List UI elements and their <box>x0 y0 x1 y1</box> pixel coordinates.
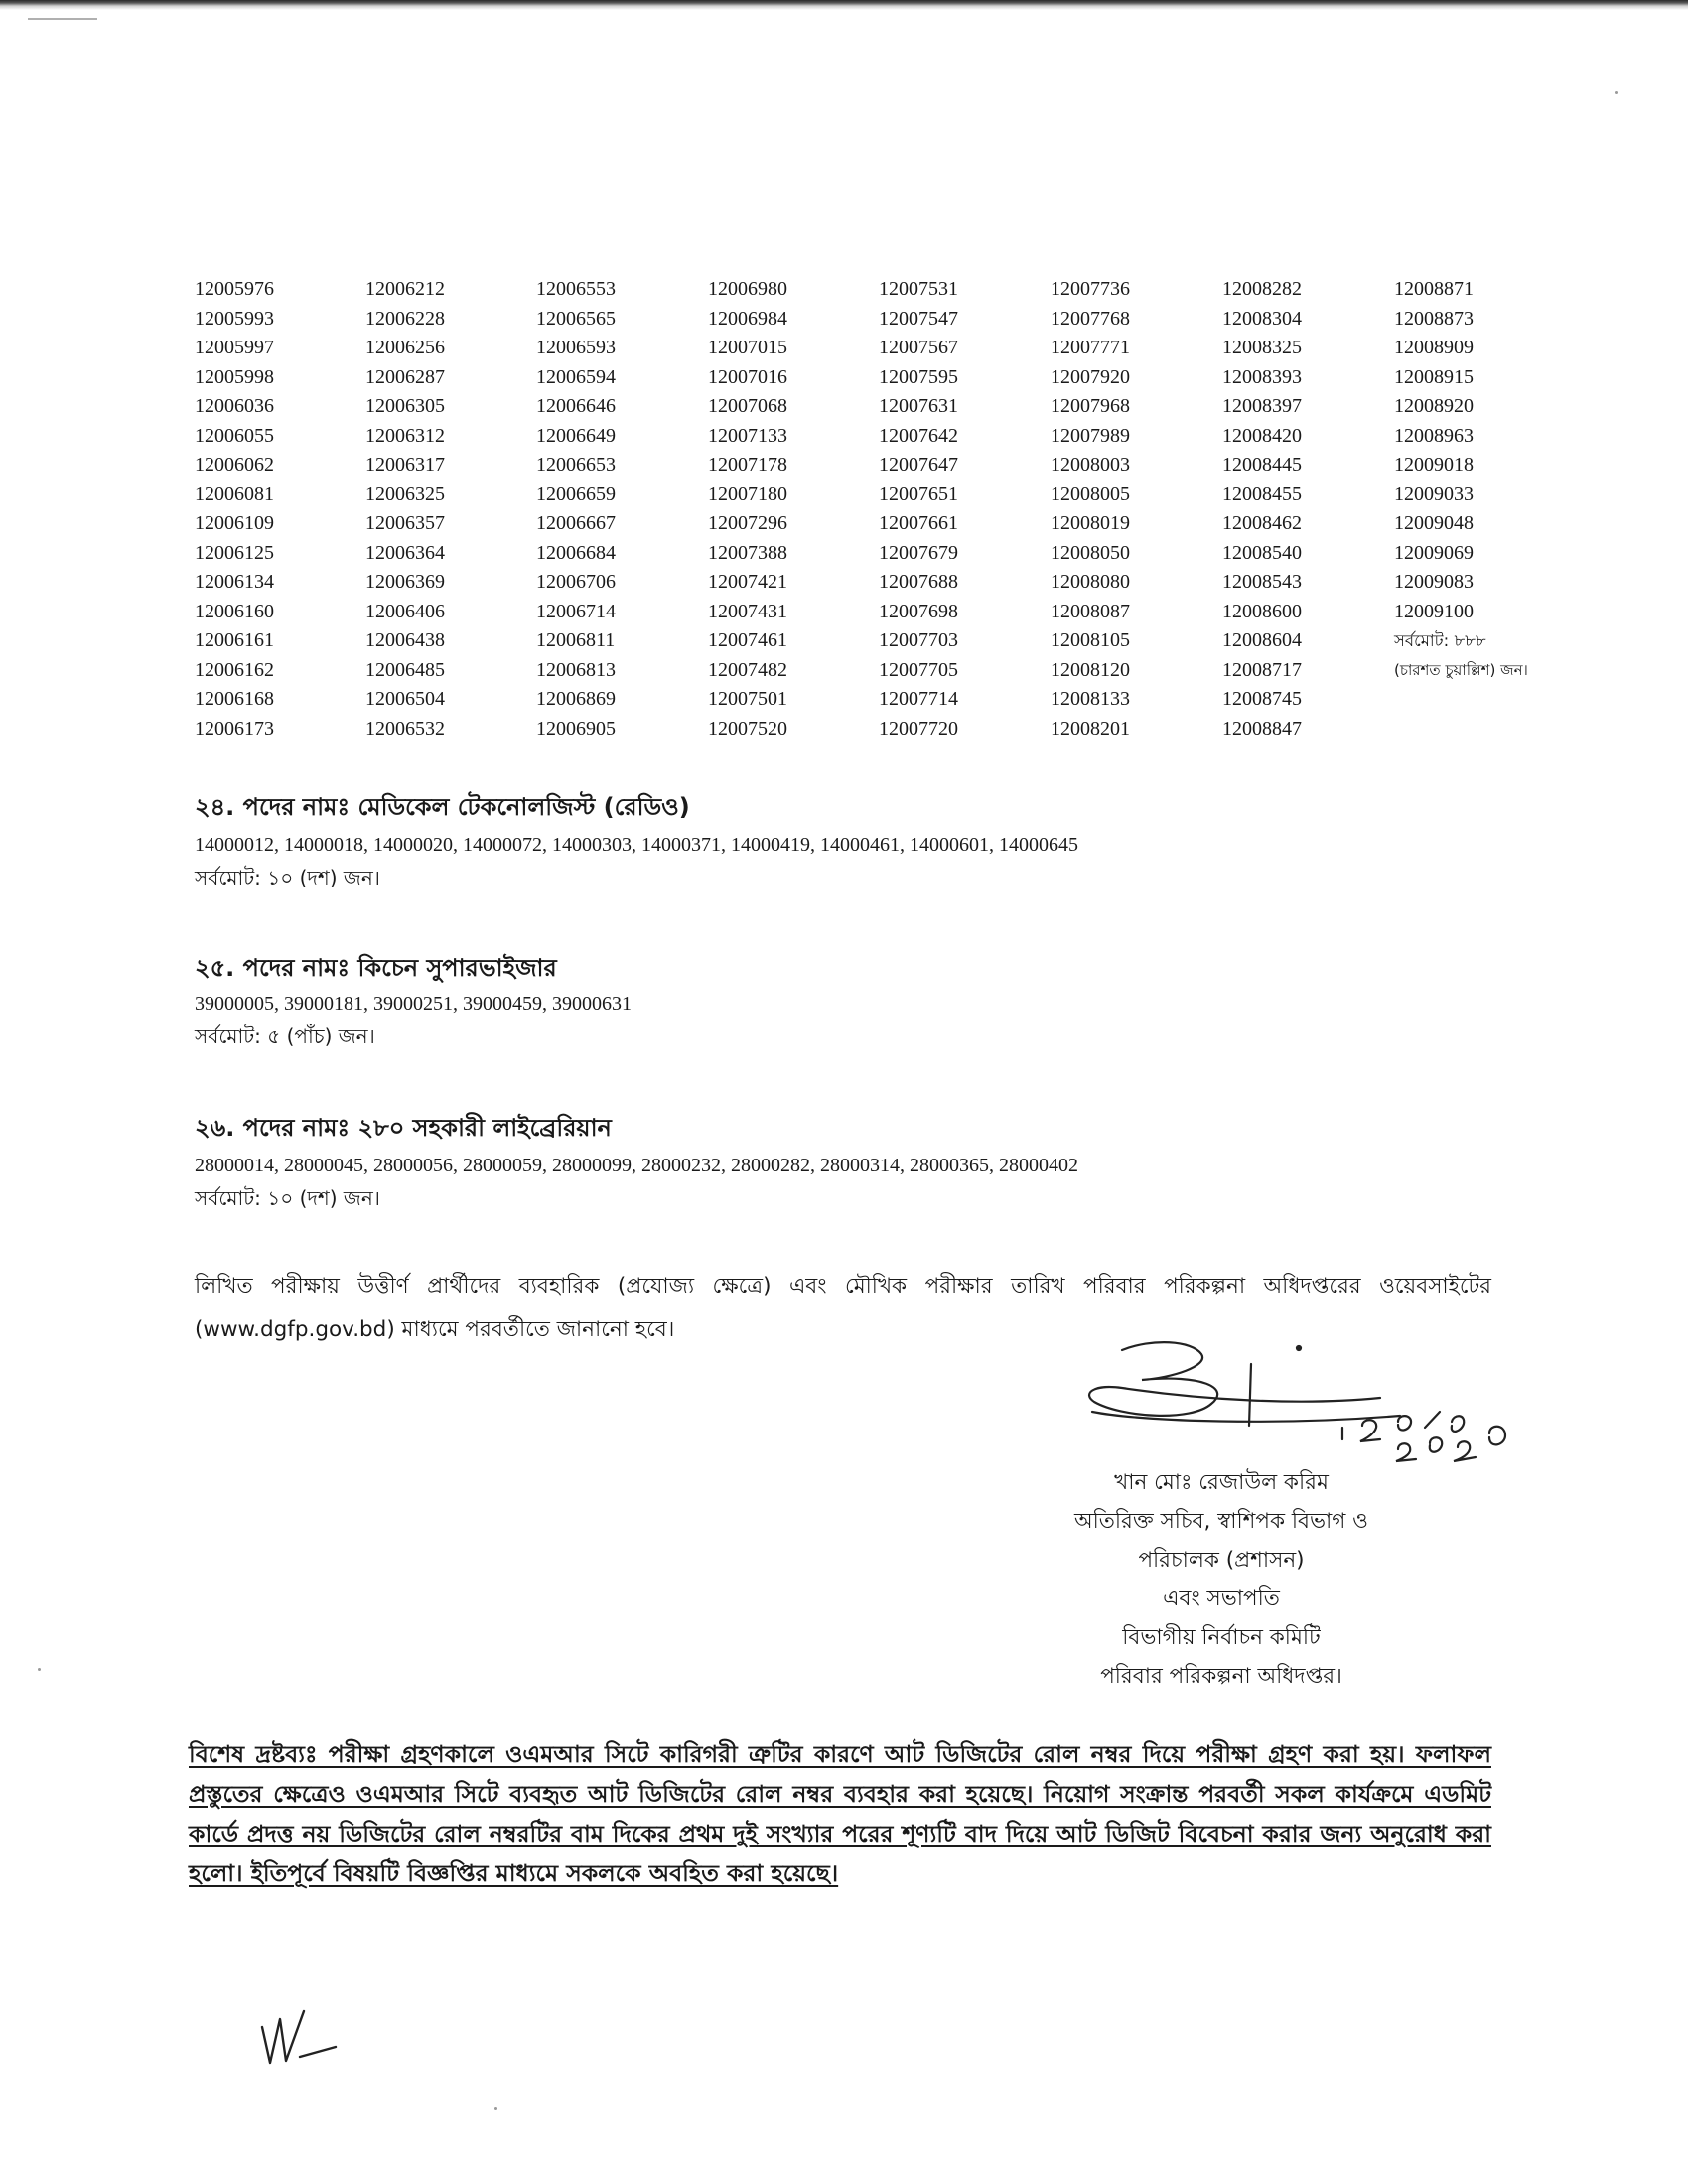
roll-number: 12008455 <box>1222 482 1302 505</box>
roll-number: 12008915 <box>1394 365 1474 388</box>
roll-number: 12006364 <box>365 541 445 564</box>
roll-number: 12007920 <box>1051 365 1130 388</box>
roll-number: 12007178 <box>708 454 787 476</box>
roll-number: 12006984 <box>708 307 787 330</box>
roll-number: 12007421 <box>708 571 787 593</box>
signatory-designation-2: পরিচালক (প্রশাসন) <box>1138 1548 1305 1572</box>
roll-number: 12008201 <box>1051 717 1130 740</box>
roll-number: 12007651 <box>879 482 958 505</box>
roll-number: 12008462 <box>1222 512 1302 534</box>
roll-number: 12007771 <box>1051 337 1130 358</box>
roll-number: 12006228 <box>365 307 445 330</box>
roll-number: 12007698 <box>879 600 958 622</box>
roll-number: 12007968 <box>1051 395 1130 417</box>
roll-number: 12007547 <box>879 307 958 330</box>
roll-number: 12006667 <box>536 512 616 534</box>
roll-number: 12006532 <box>365 717 445 740</box>
roll-number: 12007705 <box>879 658 958 681</box>
post-26-title: ২৬. পদের নামঃ ২৮০ সহকারী লাইব্রেরিয়ান <box>195 1114 612 1142</box>
roll-column-8-list <box>1394 275 1565 626</box>
roll-number: 12007015 <box>708 337 787 358</box>
scan-top-edge <box>0 0 1688 10</box>
roll-number: 12008120 <box>1051 658 1130 681</box>
roll-number: 12007595 <box>879 365 958 388</box>
post-25-total: সর্বমোট: ৫ (পাঁচ) জন। <box>195 1024 375 1048</box>
roll-number: 12006036 <box>195 395 274 417</box>
roll-number: 12007482 <box>708 658 787 681</box>
roll-number: 12009083 <box>1394 571 1474 593</box>
roll-number: 12008909 <box>1394 337 1474 358</box>
roll-total: সর্বমোট: ৮৮৮ <box>1394 631 1486 650</box>
roll-column-2 <box>365 275 536 744</box>
roll-number: 12005993 <box>195 307 274 330</box>
roll-number: 12008600 <box>1222 600 1302 622</box>
roll-number: 12005976 <box>195 278 274 300</box>
roll-number: 12007679 <box>879 541 958 564</box>
roll-number: 12007989 <box>1051 424 1130 447</box>
roll-number: 12007388 <box>708 541 787 564</box>
initials-signature <box>256 2005 346 2075</box>
roll-number: 12006168 <box>195 688 274 710</box>
roll-number: 12007631 <box>879 395 958 417</box>
roll-number: 12006125 <box>195 541 274 564</box>
roll-number: 12006714 <box>536 600 616 622</box>
post-24-total: সর্বমোট: ১০ (দশ) জন। <box>195 866 380 889</box>
roll-number: 12008003 <box>1051 454 1130 476</box>
post-26-rolls: 28000014, 28000045, 28000056, 28000059, 28000099, 28000232, 28000282, 28000314, 28000365, 28000402 <box>195 1155 1078 1176</box>
roll-number: 12006684 <box>536 541 616 564</box>
signatory-office: পরিবার পরিকল্পনা অধিদপ্তর। <box>1100 1664 1342 1689</box>
roll-number: 12005998 <box>195 365 274 388</box>
roll-number: 12008717 <box>1222 658 1302 681</box>
roll-number: 12006369 <box>365 571 445 593</box>
roll-number: 12007431 <box>708 600 787 622</box>
signatory-committee: বিভাগীয় নির্বাচন কমিটি <box>1122 1625 1321 1650</box>
roll-number: 12007714 <box>879 688 958 710</box>
post-25-rolls: 39000005, 39000181, 39000251, 39000459, 39000631 <box>195 993 632 1015</box>
roll-number: 12006317 <box>365 454 445 476</box>
roll-number: 12008871 <box>1394 278 1474 300</box>
roll-total-words: (চারশত চুয়াল্লিশ) জন। <box>1394 660 1528 679</box>
exam-date-notice: লিখিত পরীক্ষায় উত্তীর্ণ প্রার্থীদের ব্যবহারিক (প্রযোজ্য ক্ষেত্রে) এবং মৌখিক পরীক্ষার তারিখ পরিবার পরিকল্পনা অধিদপ্তরের ওয়েবসাইটের (www.dgfp.gov.bd) মাধ্যমে পরবর্তীতে জানানো হবে। <box>195 1274 1491 1342</box>
roll-number: 12008963 <box>1394 424 1474 447</box>
roll-number: 12006438 <box>365 629 445 651</box>
roll-number: 12008847 <box>1222 717 1302 740</box>
roll-number: 12007180 <box>708 482 787 505</box>
roll-number: 12007642 <box>879 424 958 447</box>
roll-number: 12007647 <box>879 454 958 476</box>
roll-number: 12008080 <box>1051 571 1130 593</box>
roll-number: 12006646 <box>536 395 616 417</box>
roll-number: 12006109 <box>195 512 274 534</box>
roll-number: 12007567 <box>879 337 958 358</box>
signatory-block <box>1003 1463 1440 1696</box>
signatory-designation-3: এবং সভাপতি <box>1163 1586 1280 1611</box>
roll-number: 12006325 <box>365 482 445 505</box>
roll-number: 12008393 <box>1222 365 1302 388</box>
roll-number: 12008420 <box>1222 424 1302 447</box>
roll-number: 12007068 <box>708 395 787 417</box>
roll-number: 12007520 <box>708 717 787 740</box>
roll-number: 12006081 <box>195 482 274 505</box>
roll-number: 12007720 <box>879 717 958 740</box>
post-24-title: ২৪. পদের নামঃ মেডিকেল টেকনোলজিস্ট (রেডিও) <box>195 793 690 821</box>
roll-number: 12009018 <box>1394 454 1474 476</box>
roll-column-6 <box>1051 275 1221 744</box>
signatory-name: খান মোঃ রেজাউল করিম <box>1114 1470 1329 1495</box>
roll-column-7 <box>1222 275 1393 744</box>
roll-number: 12008019 <box>1051 512 1130 534</box>
roll-number: 12007768 <box>1051 307 1130 330</box>
roll-column-5 <box>879 275 1050 744</box>
roll-number: 12006160 <box>195 600 274 622</box>
roll-number: 12007661 <box>879 512 958 534</box>
post-24-rolls: 14000012, 14000018, 14000020, 14000072, 14000303, 14000371, 14000419, 14000461, 14000601, 14000645 <box>195 834 1078 856</box>
roll-number: 12006553 <box>536 278 616 300</box>
roll-number: 12006256 <box>365 337 445 358</box>
roll-number: 12007688 <box>879 571 958 593</box>
scan-speck <box>38 1668 41 1671</box>
roll-number: 12006055 <box>195 424 274 447</box>
roll-number: 12006173 <box>195 717 274 740</box>
scan-speck <box>494 2107 497 2110</box>
roll-number: 12006485 <box>365 658 445 681</box>
roll-number: 12007133 <box>708 424 787 447</box>
roll-number: 12006706 <box>536 571 616 593</box>
roll-column-4 <box>708 275 879 744</box>
roll-number: 12006649 <box>536 424 616 447</box>
roll-number: 12006504 <box>365 688 445 710</box>
roll-number: 12007736 <box>1051 278 1130 300</box>
roll-number: 12008543 <box>1222 571 1302 593</box>
roll-number: 12008087 <box>1051 600 1130 622</box>
special-note: বিশেষ দ্রষ্টব্যঃ পরীক্ষা গ্রহণকালে ওএমআর সিটে কারিগরী ত্রুটির কারণে আট ডিজিটের রোল নম্বর দিয়ে পরীক্ষা গ্রহণ করা হয়। ফলাফল প্রস্তুতের ক্ষেত্রেও ওএমআর সিটে ব্যবহৃত আট ডিজিটের রোল নম্বর ব্যবহার করা হয়েছে। নিয়োগ সংক্রান্ত পরবর্তী সকল কার্যক্রমে এডমিট কার্ডে প্রদত্ত নয় ডিজিটের রোল নম্বরটির বাম দিকের প্রথম দুই সংখ্যার পরের শূণ্যটি বাদ দিয়ে আট ডিজিট বিবেচনা করার জন্য অনুরোধ করা হলো। ইতিপূর্বে বিষয়টি বিজ্ঞপ্তির মাধ্যমে সকলকে অবহিত করা হয়েছে। <box>189 1740 1491 1887</box>
roll-number: 12006594 <box>536 365 616 388</box>
roll-number: 12005997 <box>195 337 274 358</box>
roll-number: 12006357 <box>365 512 445 534</box>
roll-number: 12006406 <box>365 600 445 622</box>
roll-number: 12009048 <box>1394 512 1474 534</box>
roll-number: 12008920 <box>1394 395 1474 417</box>
roll-number: 12008133 <box>1051 688 1130 710</box>
roll-number: 12006305 <box>365 395 445 417</box>
roll-number: 12008873 <box>1394 307 1474 330</box>
roll-number: 12007461 <box>708 629 787 651</box>
roll-number: 12008745 <box>1222 688 1302 710</box>
roll-number: 12008325 <box>1222 337 1302 358</box>
roll-number: 12006813 <box>536 658 616 681</box>
roll-number: 12006565 <box>536 307 616 330</box>
roll-number: 12007501 <box>708 688 787 710</box>
roll-number: 12009100 <box>1394 600 1474 622</box>
roll-number: 12008604 <box>1222 629 1302 651</box>
roll-column-3 <box>536 275 707 744</box>
roll-number: 12008540 <box>1222 541 1302 564</box>
roll-number: 12006287 <box>365 365 445 388</box>
roll-column-8 <box>1394 275 1565 685</box>
roll-number: 12006659 <box>536 482 616 505</box>
scan-speck <box>1615 91 1618 94</box>
roll-number: 12006653 <box>536 454 616 476</box>
roll-number: 12007531 <box>879 278 958 300</box>
roll-number: 12008445 <box>1222 454 1302 476</box>
roll-number: 12008304 <box>1222 307 1302 330</box>
roll-number: 12008050 <box>1051 541 1130 564</box>
roll-number: 12006593 <box>536 337 616 358</box>
roll-number: 12008282 <box>1222 278 1302 300</box>
roll-number: 12008397 <box>1222 395 1302 417</box>
signatory-designation-1: অতিরিক্ত সচিব, স্বাশিপক বিভাগ ও <box>1074 1509 1368 1534</box>
post-26-total: সর্বমোট: ১০ (দশ) জন। <box>195 1186 380 1210</box>
roll-number: 12006162 <box>195 658 274 681</box>
roll-number: 12006905 <box>536 717 616 740</box>
roll-number: 12007296 <box>708 512 787 534</box>
roll-number: 12007703 <box>879 629 958 651</box>
roll-number: 12009069 <box>1394 541 1474 564</box>
roll-number: 12006062 <box>195 454 274 476</box>
roll-number: 12006869 <box>536 688 616 710</box>
roll-number: 12009033 <box>1394 482 1474 505</box>
scan-mark <box>28 18 97 20</box>
roll-number: 12007016 <box>708 365 787 388</box>
roll-number: 12006212 <box>365 278 445 300</box>
roll-number: 12006980 <box>708 278 787 300</box>
post-25-title: ২৫. পদের নামঃ কিচেন সুপারভাইজার <box>195 954 557 982</box>
roll-number: 12006811 <box>536 629 616 651</box>
roll-number: 12006161 <box>195 629 274 651</box>
roll-column-1 <box>195 275 365 744</box>
roll-number: 12006134 <box>195 571 274 593</box>
signature-image <box>1082 1330 1539 1479</box>
roll-number: 12006312 <box>365 424 445 447</box>
roll-number: 12008105 <box>1051 629 1130 651</box>
roll-number: 12008005 <box>1051 482 1130 505</box>
